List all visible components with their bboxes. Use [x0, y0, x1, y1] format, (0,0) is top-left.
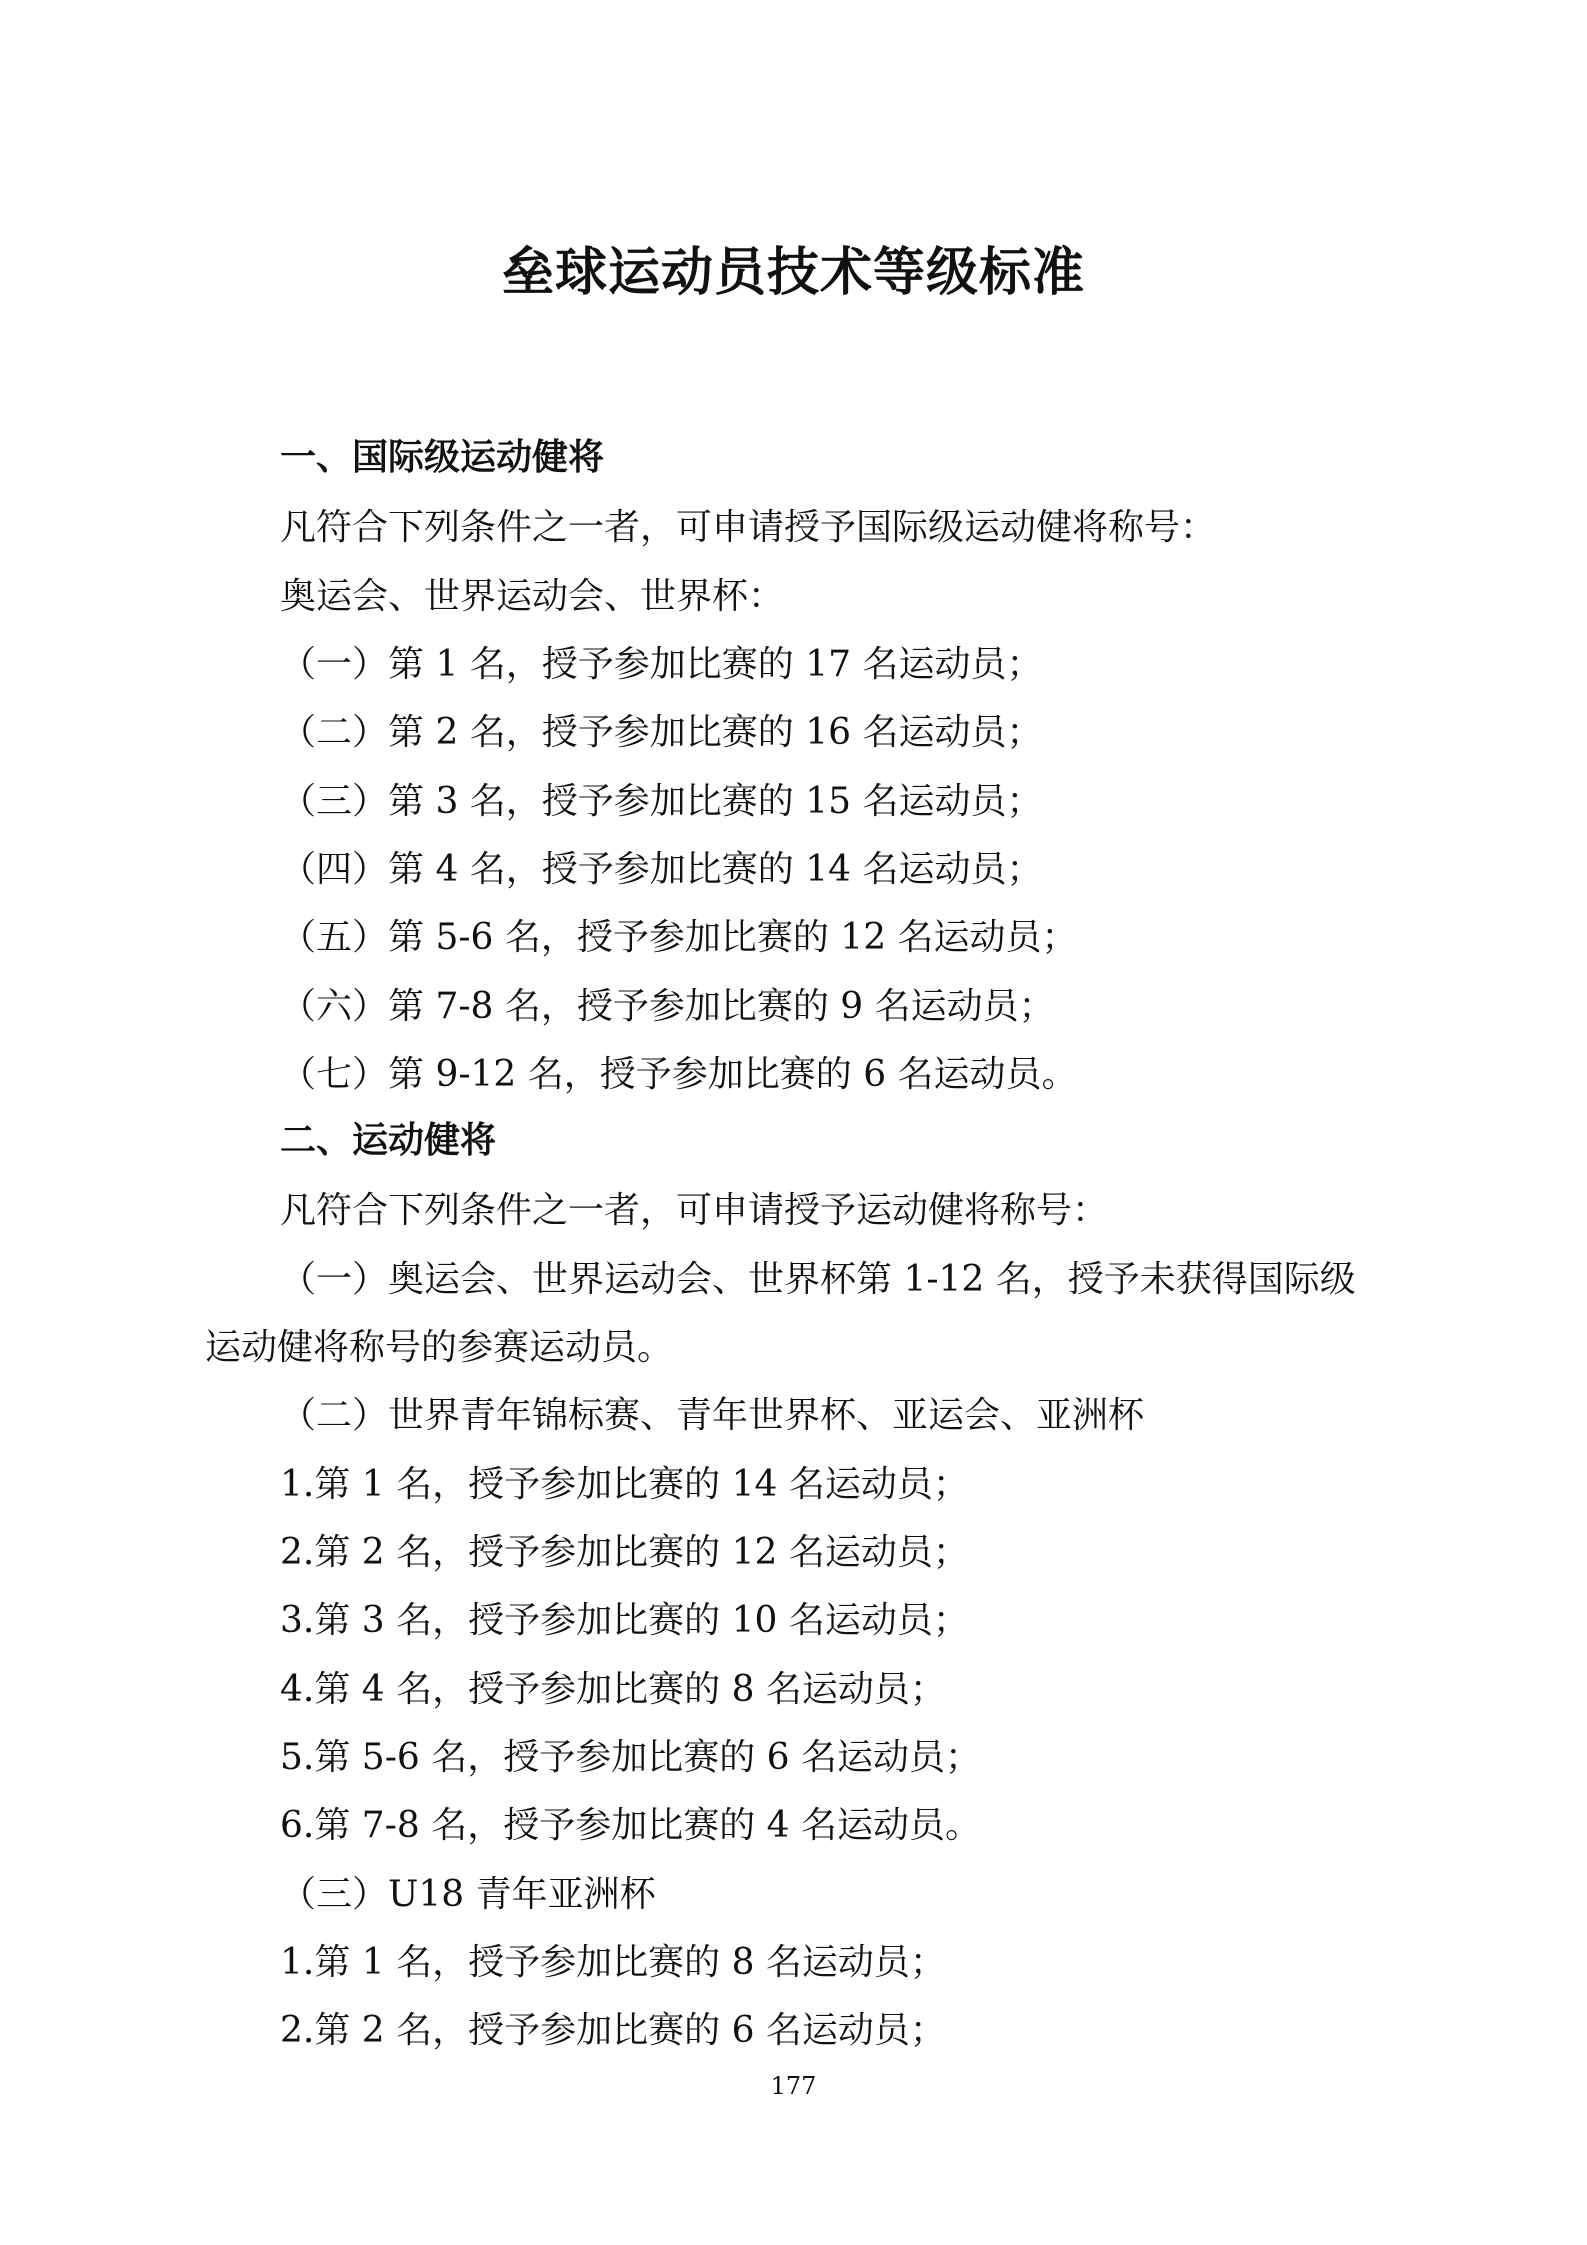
list-item: 1.第 1 名，授予参加比赛的 14 名运动员；	[280, 1464, 969, 1505]
list-item: （四）第 4 名，授予参加比赛的 14 名运动员；	[280, 849, 1043, 890]
list-item: （七）第 9-12 名，授予参加比赛的 6 名运动员。	[280, 1054, 1078, 1095]
paragraph-line: 凡符合下列条件之一者，可申请授予运动健将称号：	[280, 1190, 1109, 1231]
list-item: 2.第 2 名，授予参加比赛的 6 名运动员；	[280, 2010, 946, 2051]
list-item: （五）第 5-6 名，授予参加比赛的 12 名运动员；	[280, 917, 1078, 958]
list-item: 3.第 3 名，授予参加比赛的 10 名运动员；	[280, 1600, 969, 1641]
list-item: 5.第 5-6 名，授予参加比赛的 6 名运动员；	[280, 1737, 981, 1778]
list-item: （二）第 2 名，授予参加比赛的 16 名运动员；	[280, 712, 1043, 753]
subsection-heading: （二）世界青年锦标赛、青年世界杯、亚运会、亚洲杯	[280, 1395, 1145, 1436]
paragraph-line: 奥运会、世界运动会、世界杯：	[280, 576, 785, 617]
section-heading-master: 二、运动健将	[280, 1120, 497, 1161]
list-item: （一）奥运会、世界运动会、世界杯第 1-12 名，授予未获得国际级	[280, 1259, 1356, 1300]
section-heading-international-master: 一、国际级运动健将	[280, 437, 605, 478]
list-item: 2.第 2 名，授予参加比赛的 12 名运动员；	[280, 1532, 969, 1573]
list-item: 4.第 4 名，授予参加比赛的 8 名运动员；	[280, 1669, 946, 1710]
paragraph-line: 凡符合下列条件之一者，可申请授予国际级运动健将称号：	[280, 507, 1217, 548]
list-item: 1.第 1 名，授予参加比赛的 8 名运动员；	[280, 1942, 946, 1983]
list-item: （一）第 1 名，授予参加比赛的 17 名运动员；	[280, 644, 1043, 685]
list-item: （六）第 7-8 名，授予参加比赛的 9 名运动员；	[280, 986, 1055, 1027]
list-item: （三）第 3 名，授予参加比赛的 15 名运动员；	[280, 781, 1043, 822]
list-item: 6.第 7-8 名，授予参加比赛的 4 名运动员。	[280, 1805, 981, 1846]
list-item-continuation: 运动健将称号的参赛运动员。	[205, 1327, 674, 1368]
page-number: 177	[770, 2072, 817, 2100]
subsection-heading: （三）U18 青年亚洲杯	[280, 1874, 656, 1915]
document-title: 垒球运动员技术等级标准	[501, 243, 1085, 303]
